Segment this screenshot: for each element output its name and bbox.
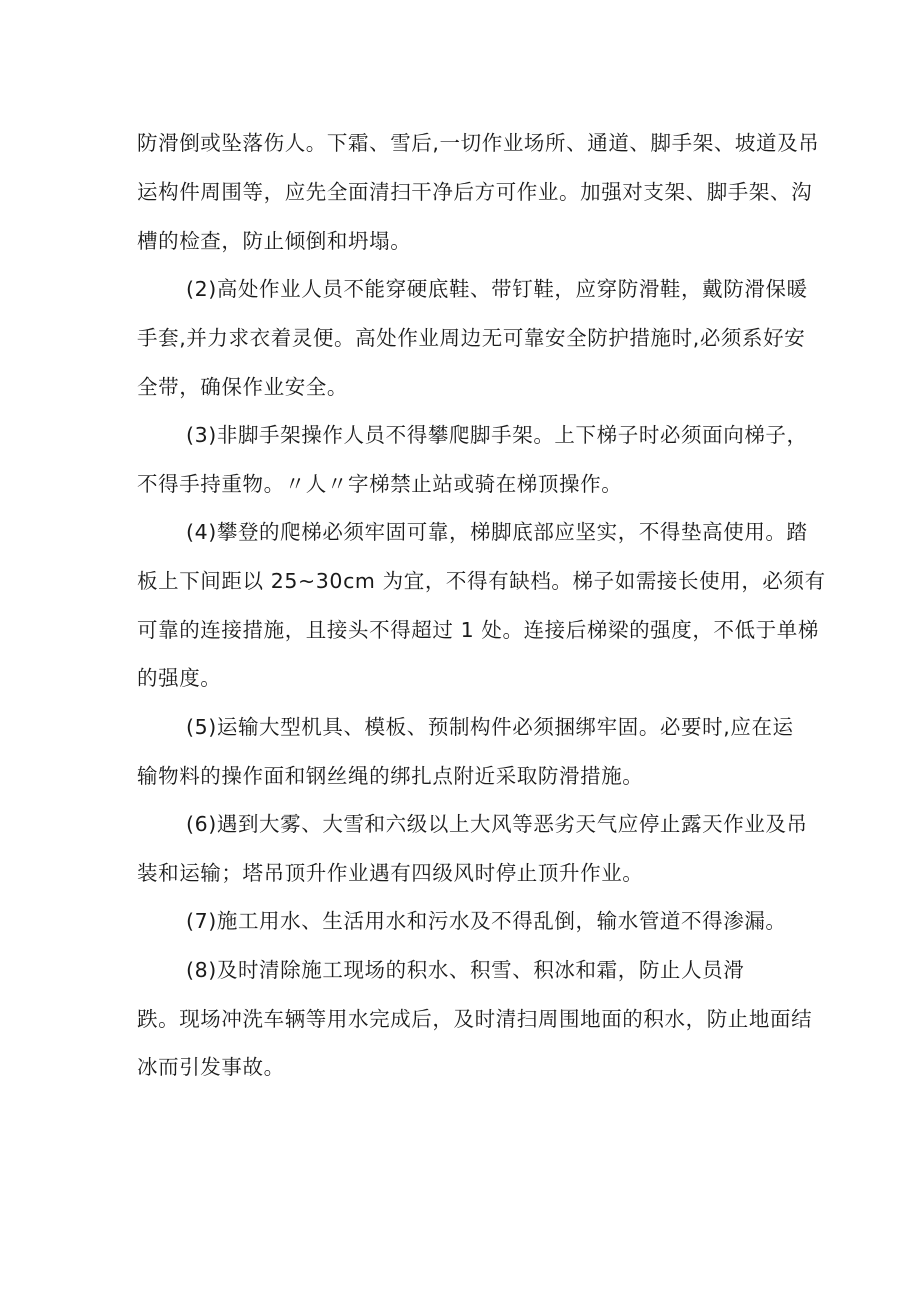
text-line: 板上下间距以 25~30cm 为宜，不得有缺档。梯子如需接长使用，必须有 xyxy=(137,569,826,593)
text-line: 运构件周围等，应先全面清扫干净后方可作业。加强对支架、脚手架、沟 xyxy=(137,180,813,204)
list-item-6-first-line: (6)遇到大雾、大雪和六级以上大风等恶劣天气应停止露天作业及吊 xyxy=(186,812,808,836)
text-line: 槽的检查，防止倾倒和坍塌。 xyxy=(137,229,412,253)
text-line: 装和运输；塔吊顶升作业遇有四级风时停止顶升作业。 xyxy=(137,861,644,885)
list-item-8-first-line: (8)及时清除施工现场的积水、积雪、积冰和霜，防止人员滑 xyxy=(186,958,745,982)
text-line: 跌。现场冲洗车辆等用水完成后，及时清扫周围地面的积水，防止地面结 xyxy=(137,1007,813,1031)
text-line: 防滑倒或坠落伤人。下霜、雪后,一切作业场所、通道、脚手架、坡道及吊 xyxy=(137,131,820,155)
text-line: 可靠的连接措施，且接头不得超过 1 处。连接后梯梁的强度，不低于单梯 xyxy=(137,618,819,642)
list-item-2-first-line: (2)高处作业人员不能穿硬底鞋、带钉鞋，应穿防滑鞋，戴防滑保暖 xyxy=(186,277,808,301)
list-item-7-first-line: (7)施工用水、生活用水和污水及不得乱倒，输水管道不得渗漏。 xyxy=(186,909,787,933)
text-line: 的强度。 xyxy=(137,666,222,690)
text-line: 冰而引发事故。 xyxy=(137,1055,285,1079)
text-line: 输物料的操作面和钢丝绳的绑扎点附近采取防滑措施。 xyxy=(137,764,644,788)
list-item-5-first-line: (5)运输大型机具、模板、预制构件必须捆绑牢固。必要时,应在运 xyxy=(186,715,794,739)
text-line: 全带，确保作业安全。 xyxy=(137,375,348,399)
list-item-4-first-line: (4)攀登的爬梯必须牢固可靠，梯脚底部应坚实，不得垫高使用。踏 xyxy=(186,520,808,544)
text-line: 手套,并力求衣着灵便。高处作业周边无可靠安全防护措施时,必须系好安 xyxy=(137,326,806,350)
list-item-3-first-line: (3)非脚手架操作人员不得攀爬脚手架。上下梯子时必须面向梯子， xyxy=(186,423,808,447)
text-line: 不得手持重物。〃人〃字梯禁止站或骑在梯顶操作。 xyxy=(137,472,623,496)
